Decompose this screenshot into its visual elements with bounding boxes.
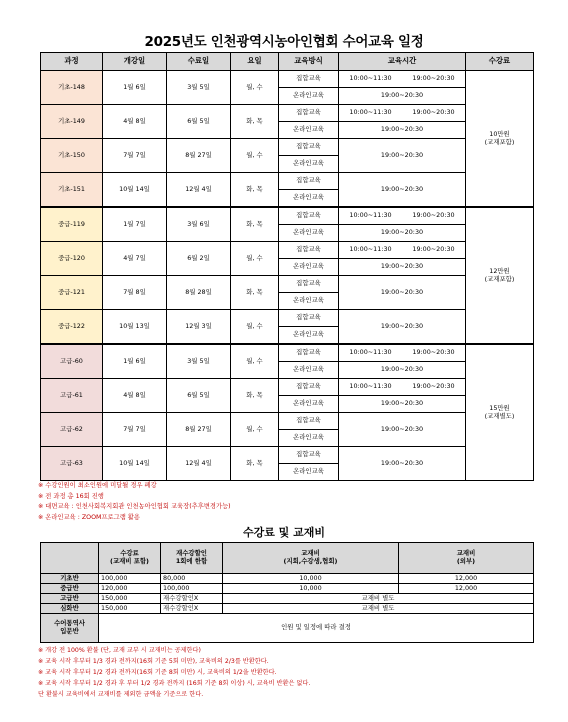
course-method-online: 온라인교육 — [279, 430, 339, 447]
fee-header-text: (지회,수강생,협회) — [283, 557, 338, 565]
course-time-online: 19:00~20:30 — [339, 88, 466, 105]
course-method-online: 온라인교육 — [279, 225, 339, 242]
course-days: 화, 목 — [231, 173, 279, 208]
course-time: 19:00~20:30 — [339, 139, 466, 173]
fee-retake: 100,000 — [161, 584, 223, 594]
course-time-online: 19:00~20:30 — [339, 122, 466, 139]
fee-header-text: 교재비 — [301, 549, 320, 558]
course-method-online: 온라인교육 — [279, 88, 339, 105]
course-fee — [466, 207, 534, 344]
course-method-offline: 집합교육 — [279, 379, 339, 396]
course-method-offline: 집합교육 — [279, 207, 339, 225]
course-time-online: 19:00~20:30 — [339, 362, 466, 379]
course-name: 중급-122 — [41, 310, 103, 345]
fee-amount: 12만원 — [489, 267, 510, 276]
fee-amount: 100,000 — [99, 574, 161, 584]
course-method-online: 온라인교육 — [279, 293, 339, 310]
course-name: 고급-63 — [41, 447, 103, 481]
course-start: 10월 14일 — [103, 173, 167, 208]
course-method-offline: 집합교육 — [279, 276, 339, 293]
course-method-offline: 집합교육 — [279, 242, 339, 259]
fee-retake: 80,000 — [161, 574, 223, 584]
course-start: 1월 7일 — [103, 207, 167, 242]
course-days: 화, 목 — [231, 276, 279, 310]
course-time: 19:00~20:30 — [339, 310, 466, 345]
note: ※ 수강인원이 최소인원에 미달될 경우 폐강 — [38, 482, 157, 489]
course-name: 기초-148 — [41, 71, 103, 105]
course-method-offline: 집합교육 — [279, 139, 339, 156]
fee-note: (교재포함) — [484, 137, 515, 146]
course-end: 12월 4일 — [167, 447, 231, 481]
fee-row-interpreter — [41, 614, 534, 643]
fee-row-label: 기초반 — [41, 574, 99, 584]
course-time-online: 19:00~20:30 — [339, 396, 466, 413]
fee-retake: 재수강할인X — [161, 594, 223, 604]
fee-row-label: 심화반 — [41, 604, 99, 614]
course-end: 8월 27일 — [167, 139, 231, 173]
note: ※ 교육 시작 후부터 1/2 경과 전까지(16회 기준 8회 미만) 시, 교육비의 1/2을 반환한다. — [38, 669, 277, 676]
course-row — [41, 447, 534, 464]
course-method-offline: 집합교육 — [279, 173, 339, 190]
fee-note: (교재포함) — [484, 274, 515, 283]
course-method-offline: 집합교육 — [279, 413, 339, 430]
fee-book-ext: 12,000 — [399, 584, 534, 594]
fee-amount: 10만원 — [489, 130, 510, 139]
course-time-offline — [339, 379, 466, 396]
course-fee — [466, 71, 534, 208]
course-time-offline — [339, 344, 466, 362]
course-days: 월, 수 — [231, 344, 279, 379]
time-morning: 10:00~11:30 — [349, 382, 392, 391]
course-days: 화, 목 — [231, 447, 279, 481]
course-end: 8월 28일 — [167, 276, 231, 310]
course-time: 19:00~20:30 — [339, 413, 466, 447]
course-method-offline: 집합교육 — [279, 447, 339, 464]
course-days: 화, 목 — [231, 105, 279, 139]
fee-header-text: 교재비 — [456, 549, 476, 558]
time-evening: 19:00~20:30 — [412, 211, 455, 220]
fee-row-deep — [41, 604, 534, 614]
course-start: 4월 8일 — [103, 105, 167, 139]
course-days: 월, 수 — [231, 139, 279, 173]
header-fee: 수강료 — [466, 53, 534, 71]
time-evening: 19:00~20:30 — [412, 74, 455, 83]
course-time: 19:00~20:30 — [339, 173, 466, 208]
course-method-online: 온라인교육 — [279, 156, 339, 173]
course-method-online: 온라인교육 — [279, 362, 339, 379]
fee-row-label: 고급반 — [41, 594, 99, 604]
fee-amount: 15만원 — [489, 404, 510, 413]
fee-header-row — [41, 543, 534, 574]
time-evening: 19:00~20:30 — [412, 108, 455, 117]
time-evening: 19:00~20:30 — [412, 348, 455, 357]
schedule-header-row — [41, 53, 534, 71]
course-start: 10월 13일 — [103, 310, 167, 345]
fee-header-fee — [99, 543, 161, 574]
fee-book: 10,000 — [223, 584, 399, 594]
header-course: 과정 — [41, 53, 103, 71]
time-split — [339, 246, 465, 253]
course-time-online: 19:00~20:30 — [339, 225, 466, 242]
course-name: 고급-60 — [41, 344, 103, 379]
fee-retake: 재수강할인X — [161, 604, 223, 614]
course-method-online: 온라인교육 — [279, 464, 339, 481]
course-row — [41, 379, 534, 396]
fee-row-adv — [41, 594, 534, 604]
course-method-offline: 집합교육 — [279, 71, 339, 88]
course-end: 6월 2일 — [167, 242, 231, 276]
header-start: 개강일 — [103, 53, 167, 71]
note: ※ 교육 시작 후부터 1/2 경과 후 부터 1/2 경과 전까지 (16회 기준 8회 이상) 시, 교육비 반환은 없다. — [38, 680, 311, 687]
course-time-offline — [339, 207, 466, 225]
fee-header-text: 재수강할인 — [176, 549, 207, 558]
course-start: 1월 6일 — [103, 71, 167, 105]
course-name: 고급-62 — [41, 413, 103, 447]
course-row — [41, 139, 534, 156]
fee-section-title: 수강료 및 교재비 — [242, 526, 326, 539]
note: ※ 전 과정 총 16회 진행 — [38, 492, 104, 500]
course-end: 12월 3일 — [167, 310, 231, 345]
header-days: 요일 — [231, 53, 279, 71]
course-row — [41, 71, 534, 88]
course-end: 3월 5일 — [167, 344, 231, 379]
course-row — [41, 207, 534, 225]
course-days: 월, 수 — [231, 310, 279, 345]
fee-row-label-line: 입문반 — [60, 627, 79, 635]
course-days: 월, 수 — [231, 71, 279, 105]
course-method-offline: 집합교육 — [279, 105, 339, 122]
course-time-offline — [339, 242, 466, 259]
time-evening: 19:00~20:30 — [412, 245, 455, 254]
course-name: 중급-119 — [41, 207, 103, 242]
time-morning: 10:00~11:30 — [349, 108, 392, 117]
note: ※ 교육 시작 후부터 1/3 경과 전까지(16회 기준 5회 미만), 교육비의 2/3를 반환한다. — [38, 658, 269, 665]
note: ※ 온라인교육 : ZOOM프로그램 활용 — [38, 513, 140, 521]
fee-row-label — [41, 614, 99, 643]
course-end: 6월 5일 — [167, 105, 231, 139]
course-method-offline: 집합교육 — [279, 344, 339, 362]
course-days: 화, 목 — [231, 207, 279, 242]
schedule-notes — [38, 481, 231, 523]
course-row — [41, 105, 534, 122]
time-split — [339, 212, 465, 219]
fee-row-basic — [41, 574, 534, 584]
fee-header-text: 1회에 한함 — [175, 557, 208, 565]
course-method-online: 온라인교육 — [279, 259, 339, 276]
course-start: 1월 6일 — [103, 344, 167, 379]
course-start: 7월 7일 — [103, 413, 167, 447]
course-name: 중급-120 — [41, 242, 103, 276]
course-time: 19:00~20:30 — [339, 447, 466, 481]
time-morning: 10:00~11:30 — [349, 74, 392, 83]
course-start: 7월 7일 — [103, 139, 167, 173]
time-morning: 10:00~11:30 — [349, 245, 392, 254]
fee-row-label-line: 수어통역사 — [54, 619, 85, 628]
course-method-online: 온라인교육 — [279, 396, 339, 413]
fee-header-text: 수강료 — [120, 549, 139, 558]
fee-amount: 150,000 — [99, 604, 161, 614]
fee-header-book — [223, 543, 399, 574]
fee-header-blank — [41, 543, 99, 574]
course-row — [41, 242, 534, 259]
fee-row-mid — [41, 584, 534, 594]
course-end: 6월 5일 — [167, 379, 231, 413]
time-split — [339, 349, 465, 356]
course-end: 12월 4일 — [167, 173, 231, 208]
course-method-online: 온라인교육 — [279, 122, 339, 139]
schedule-table — [40, 52, 534, 481]
course-name: 기초-149 — [41, 105, 103, 139]
fee-table — [40, 542, 534, 643]
course-row — [41, 173, 534, 190]
course-start: 4월 7일 — [103, 242, 167, 276]
course-row — [41, 310, 534, 327]
course-time-offline — [339, 71, 466, 88]
course-start: 4월 8일 — [103, 379, 167, 413]
refund-notes — [38, 645, 310, 700]
time-morning: 10:00~11:30 — [349, 211, 392, 220]
fee-book: 교재비 별도 — [223, 604, 534, 614]
course-end: 3월 5일 — [167, 71, 231, 105]
course-time-online: 19:00~20:30 — [339, 259, 466, 276]
note: ※ 개강 전 100% 환불 (단, 교재 교부 시 교재비는 공제한다) — [38, 647, 201, 654]
course-days: 월, 수 — [231, 242, 279, 276]
note: ※ 대면교육 : 인천사회복지회관 인천농아인협회 교육장(추후변경가능) — [38, 503, 231, 510]
header-time: 교육시간 — [339, 53, 466, 71]
time-split — [339, 383, 465, 390]
course-method-offline: 집합교육 — [279, 310, 339, 327]
course-name: 기초-151 — [41, 173, 103, 208]
header-end: 수료일 — [167, 53, 231, 71]
note: 단 환불시 교육비에서 교재비를 제외한 금액을 기준으로 한다. — [38, 691, 204, 698]
course-name: 고급-61 — [41, 379, 103, 413]
fee-book: 10,000 — [223, 574, 399, 584]
fee-note: (교재별도) — [484, 411, 515, 420]
course-name: 중급-121 — [41, 276, 103, 310]
fee-amount: 150,000 — [99, 594, 161, 604]
course-method-online: 온라인교육 — [279, 327, 339, 345]
course-days: 화, 목 — [231, 379, 279, 413]
course-days: 월, 수 — [231, 413, 279, 447]
course-row — [41, 344, 534, 362]
course-time-offline — [339, 105, 466, 122]
course-end: 3월 6일 — [167, 207, 231, 242]
course-start: 7월 8일 — [103, 276, 167, 310]
course-row — [41, 413, 534, 430]
fee-amount: 120,000 — [99, 584, 161, 594]
fee-row-label: 중급반 — [41, 584, 99, 594]
time-morning: 10:00~11:30 — [349, 348, 392, 357]
course-time: 19:00~20:30 — [339, 276, 466, 310]
fee-interp-text: 인원 및 일정에 따라 결정 — [99, 614, 534, 643]
fee-book: 교재비 별도 — [223, 594, 534, 604]
time-split — [339, 75, 465, 82]
course-fee — [466, 344, 534, 481]
course-end: 8월 27일 — [167, 413, 231, 447]
fee-header-book-ext — [399, 543, 534, 574]
course-row — [41, 276, 534, 293]
time-split — [339, 109, 465, 116]
course-method-online: 온라인교육 — [279, 190, 339, 208]
page-title: 2025년도 인천광역시농아인협회 수어교육 일정 — [144, 34, 424, 50]
fee-header-retake — [161, 543, 223, 574]
course-name: 기초-150 — [41, 139, 103, 173]
fee-header-text: (외부) — [456, 557, 476, 565]
time-evening: 19:00~20:30 — [412, 382, 455, 391]
fee-book-ext: 12,000 — [399, 574, 534, 584]
header-method: 교육방식 — [279, 53, 339, 71]
course-start: 10월 14일 — [103, 447, 167, 481]
fee-header-text: (교재비 포함) — [110, 557, 149, 565]
